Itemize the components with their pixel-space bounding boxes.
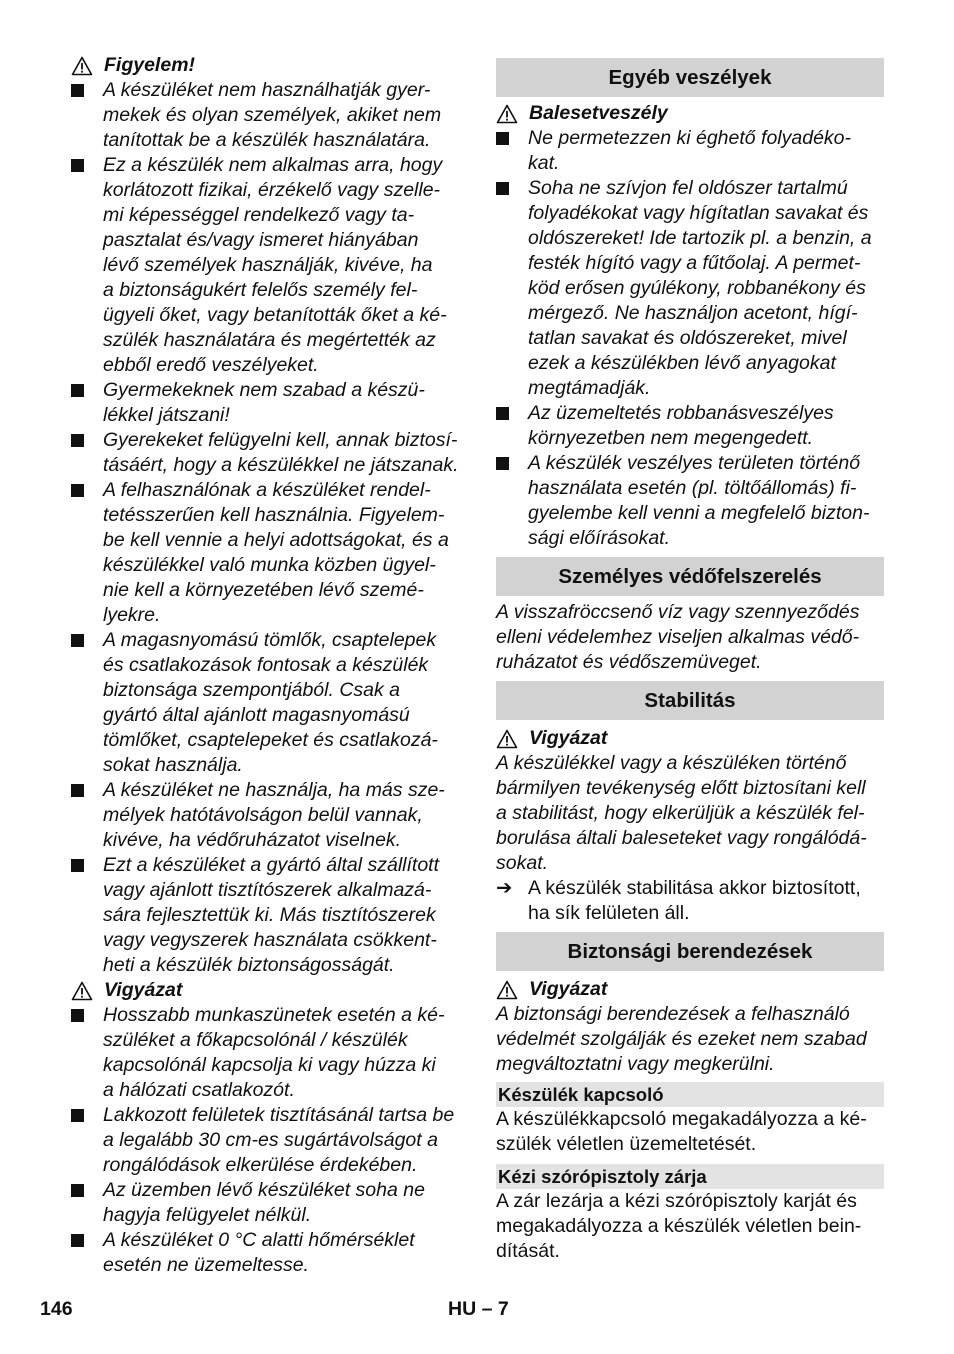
square-bullet-icon [71,1009,84,1022]
warning-figyelem [71,53,463,78]
bullet-item [71,853,463,978]
bullet-list [71,1003,463,1278]
section-reference: HU – 7 [448,1298,509,1320]
bullet-list [71,78,463,978]
bullet-item [496,451,884,551]
bullet-text: Hosszabb munkaszünetek esetén a ké- szüléket a főkapcsolónál / készülék kapcsolónál kapcsolja ki vagy húzza ki a hálózati csatlakozót. [103,1004,445,1101]
bullet-text: Gyerekeket felügyelni kell, annak biztosí- tásáért, hogy a készülékkel ne játszanak. [103,429,459,476]
section-heading-stabilitas: Stabilitás [496,681,884,720]
bullet-item [71,1228,463,1278]
bullet-text: Ez a készülék nem alkalmas arra, hogy korlátozott fizikai, érzékelő vagy szelle- mi képességgel rendelkező vagy ta- pasztalat és/vagy ismeret hiányában lévő személyek használják, kivéve, ha a biztonságukért felelős személy fel- ügyeli őket, vagy betanították őket a ké- szülék használatára és megértették az ebből eredő veszélyeket. [103,154,447,376]
paragraph-szemelyes: A visszafröccsenő víz vagy szennyeződés elleni védelemhez viseljen alkalmas védő- ruházatot és védőszemüveget. [496,601,860,673]
paragraph-stabilitas: A készülékkel vagy a készüléken történő bármilyen tevékenység előtt biztosítani kell a stabilitást, hogy elkerüljük a készülék fel- borulása általi baleseteket vagy rongálódá- sokat. [496,752,867,874]
bullet-item [71,628,463,778]
warning-vigyazat [496,977,884,1002]
paragraph-kapcsolo: A készülékkapcsoló megakadályozza a ké- szülék véletlen üzemeltetését. [496,1108,867,1155]
bullet-item [496,176,884,401]
square-bullet-icon [71,1184,84,1197]
bullet-item [71,153,463,378]
bullet-text: Gyermekeknek nem szabad a készü- lékkel játszani! [103,379,425,426]
bullet-item [71,378,463,428]
bullet-item [71,778,463,853]
arrow-right-icon: ➔ [496,877,513,899]
bullet-item [496,126,884,176]
bullet-text: A készüléket nem használhatják gyer- mekek és olyan személyek, akiket nem tanítottak be a készülék használatára. [103,79,442,151]
right-column [496,53,884,1264]
section-heading-egyeb-veszelyek: Egyéb veszélyek [496,58,884,97]
subheading-keszulek-kapcsolo: Készülék kapcsoló [496,1082,884,1107]
warning-triangle-icon [496,980,518,1000]
arrow-item-stabilitas [496,876,884,926]
warning-label: Figyelem! [104,54,196,76]
bullet-text: A magasnyomású tömlők, csaptelepek és csatlakozások fontosak a készülék biztonsága szempontjából. Csak a gyártó által ajánlott magasnyomású tömlőket, csaptelepeket és csatlakozá- sokat használja. [103,629,438,776]
warning-label: Vigyázat [529,978,608,1000]
warning-vigyazat [496,726,884,751]
bullet-item [71,1003,463,1103]
square-bullet-icon [496,182,509,195]
page-number: 146 [40,1298,73,1320]
square-bullet-icon [71,484,84,497]
bullet-item [71,478,463,628]
square-bullet-icon [71,159,84,172]
square-bullet-icon [71,784,84,797]
bullet-item [71,1103,463,1178]
warning-balesetveszely [496,101,884,126]
bullet-text: Az üzemben lévő készüléket soha ne hagyja felügyelet nélkül. [103,1179,425,1226]
square-bullet-icon [71,859,84,872]
square-bullet-icon [71,1234,84,1247]
bullet-item [496,401,884,451]
warning-triangle-icon [496,104,518,124]
square-bullet-icon [496,457,509,470]
bullet-text: A felhasználónak a készüléket rendel- tetésszerűen kell használnia. Figyelem- be kell vennie a helyi adottságokat, és a készülékkel való munka közben ügyel- nie kell a környezetében lévő szemé- lyekre. [103,479,449,626]
warning-label: Vigyázat [529,727,608,749]
section-heading-szemelyes-vedofelszereles: Személyes védőfelszerelés [496,557,884,596]
bullet-text: A készüléket ne használja, ha más sze- mélyek hatótávolságon belül vannak, kivéve, ha védőruházatot viselnek. [103,779,445,851]
warning-label: Vigyázat [104,979,183,1001]
warning-vigyazat [71,978,463,1003]
bullet-text: Ezt a készüléket a gyártó által szállított vagy ajánlott tisztítószerek alkalmazá- sára fejlesztettük ki. Más tisztítószerek vagy vegyszerek használata csökkent- heti a készülék biztonságosságát. [103,854,439,976]
square-bullet-icon [71,434,84,447]
section-heading-biztonsagi-berendezesek: Biztonsági berendezések [496,932,884,971]
left-column [71,53,463,1278]
bullet-item [71,428,463,478]
bullet-list [496,126,884,551]
arrow-item-text: A készülék stabilitása akkor biztosított, ha sík felületen áll. [528,877,861,924]
bullet-item [71,78,463,153]
warning-triangle-icon [71,56,93,76]
bullet-text: A készüléket 0 °C alatti hőmérséklet esetén ne üzemeltesse. [103,1229,415,1276]
bullet-text: Soha ne szívjon fel oldószer tartalmú folyadékokat vagy hígítatlan savakat és oldószereket! Ide tartozik pl. a benzin, a festék hígító vagy a fűtőolaj. A permet- köd erősen gyúlékony, robbanékony és mérgező. Ne használjon acetont, hígí- tatlan savakat és oldószereket, mivel ezek a készülékben lévő anyagokat megtámadják. [528,177,872,399]
paragraph-zar: A zár lezárja a kézi szórópisztoly karját és megakadályozza a készülék véletlen bein- dítását. [496,1190,862,1262]
square-bullet-icon [496,407,509,420]
warning-label: Balesetveszély [529,102,668,124]
square-bullet-icon [71,1109,84,1122]
warning-triangle-icon [496,729,518,749]
bullet-text: Az üzemeltetés robbanásveszélyes környezetben nem megengedett. [528,402,834,449]
bullet-text: A készülék veszélyes területen történő használata esetén (pl. töltőállomás) fi- gyelembe kell venni a megfelelő bizton- sági előírásokat. [528,452,870,549]
subheading-kezi-szoropisztoly-zarja: Kézi szórópisztoly zárja [496,1164,884,1189]
square-bullet-icon [71,84,84,97]
square-bullet-icon [496,132,509,145]
square-bullet-icon [71,384,84,397]
paragraph-biztonsagi: A biztonsági berendezések a felhasználó védelmét szolgálják és ezeket nem szabad megváltoztatni vagy megkerülni. [496,1003,867,1075]
bullet-item [71,1178,463,1228]
square-bullet-icon [71,634,84,647]
bullet-text: Ne permetezzen ki éghető folyadéko- kat. [528,127,852,174]
warning-triangle-icon [71,981,93,1001]
bullet-text: Lakkozott felületek tisztításánál tartsa be a legalább 30 cm-es sugártávolságot a rongálódások elkerülése érdekében. [103,1104,455,1176]
